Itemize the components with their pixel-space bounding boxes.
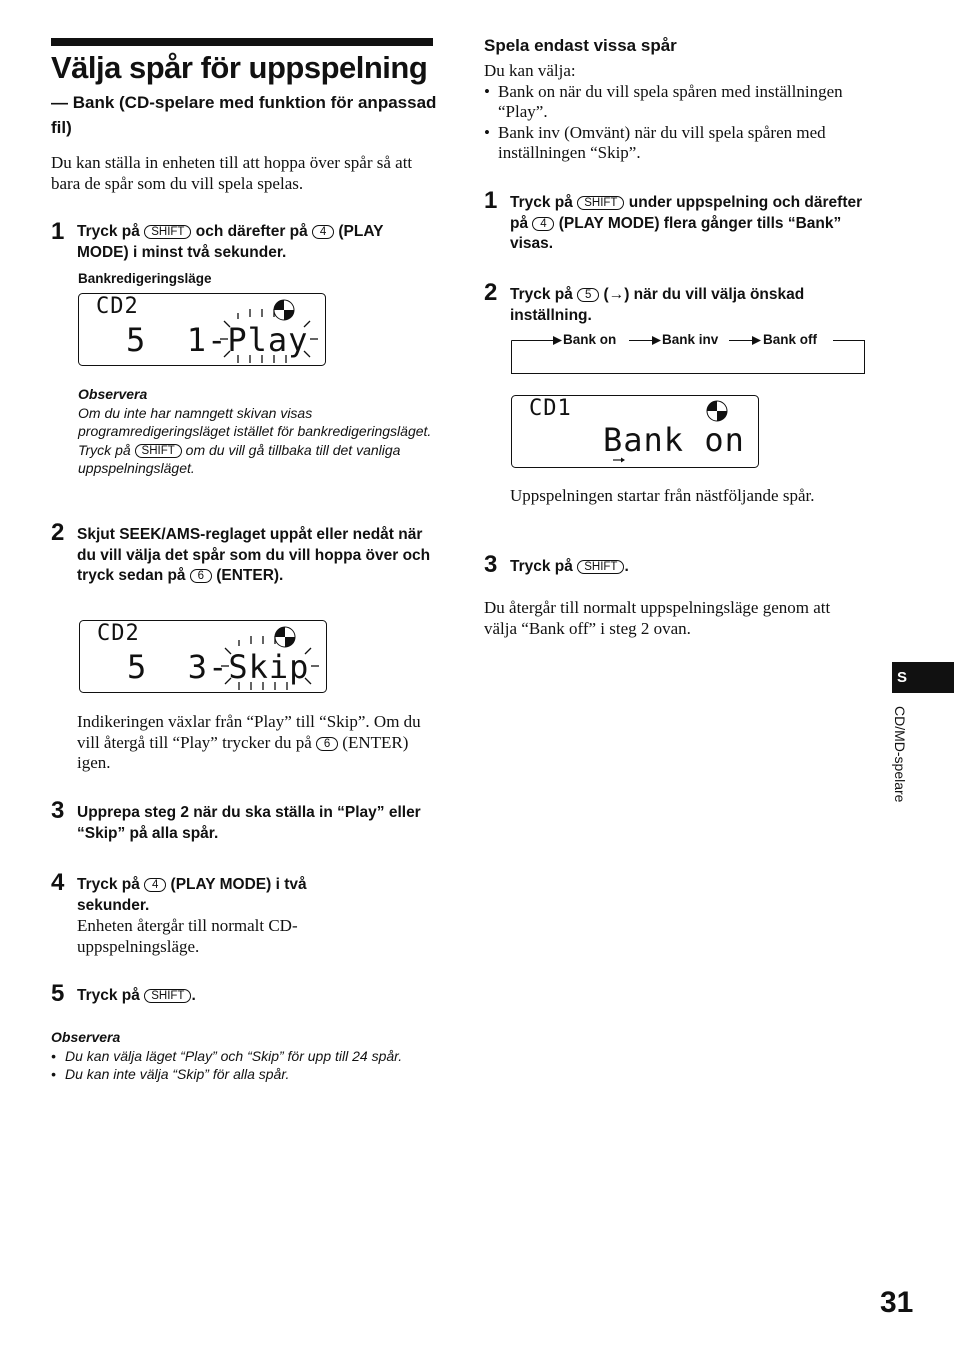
title-rule bbox=[51, 38, 433, 46]
step-number: 3 bbox=[51, 797, 65, 824]
note-1: Observera Om du inte har namngett skivan visas programredigeringsläget istället för bankredigeringsläget. Tryck på SHIFT om du vill gå tillbaka till det vanliga uppspelningsläget. bbox=[78, 385, 438, 478]
option-bullet: • Bank inv (Omvänt) när du vill spela spåren med inställningen “Skip”. bbox=[484, 123, 864, 164]
note-2 bbox=[51, 1028, 436, 1084]
shift-key-icon: SHIFT bbox=[144, 225, 191, 239]
shift-key-icon: SHIFT bbox=[577, 560, 624, 574]
lcd-disc-label: CD1 bbox=[529, 396, 572, 421]
key-6-icon: 6 bbox=[190, 569, 212, 583]
step-2-body: Indikeringen växlar från “Play” till “Skip”. Om du vill återgå till “Play” trycker du på 6 (ENTER) igen. bbox=[77, 712, 421, 772]
cycle-item: Bank inv bbox=[662, 332, 719, 347]
lcd-disc-label: CD2 bbox=[96, 294, 139, 319]
key-4-icon: 4 bbox=[312, 225, 334, 239]
shift-key-icon: SHIFT bbox=[144, 989, 191, 1003]
step-number: 5 bbox=[51, 980, 65, 1007]
step-5-text: Tryck på SHIFT . bbox=[77, 987, 196, 1004]
step-4-text: Tryck på 4 (PLAY MODE) i två sekunder. bbox=[77, 876, 307, 914]
closing-text: Du återgår till normalt uppspelningsläge genom att välja “Bank off” i steg 2 ovan. bbox=[484, 598, 831, 638]
step-number: 1 bbox=[484, 187, 498, 214]
right-lead: Du kan välja: • Bank on när du vill spela spåren med inställningen “Play”. • Bank inv (Omvänt) när du vill spela spåren med inställningen “Skip”. bbox=[484, 61, 864, 164]
step-number: 1 bbox=[51, 218, 65, 245]
display-caption: Bankredigeringsläge bbox=[78, 271, 212, 286]
lcd-display-bank-edit bbox=[78, 293, 327, 366]
key-5-icon: 5 bbox=[577, 288, 599, 302]
lcd-display-bank-on bbox=[511, 395, 760, 468]
step-4-body: Enheten återgår till normalt CD-uppspelningsläge. bbox=[77, 916, 298, 956]
shift-key-icon: SHIFT bbox=[577, 196, 624, 210]
note-item: • Du kan inte välja “Skip” för alla spår. bbox=[51, 1065, 436, 1084]
language-tab: S bbox=[892, 662, 954, 693]
step-number: 3 bbox=[484, 551, 498, 578]
lcd-display-skip bbox=[79, 620, 328, 693]
step-1-text: Tryck på SHIFT och därefter på 4 (PLAY MODE) i minst två sekunder. bbox=[77, 223, 384, 261]
key-6-icon: 6 bbox=[316, 737, 338, 751]
intro-text: Du kan ställa in enheten till att hoppa över spår så att bara de spår som du vill spela spelas. bbox=[51, 153, 413, 193]
right-step-2-text: Tryck på 5 (→) när du vill välja önskad inställning. bbox=[510, 286, 805, 324]
key-4-icon: 4 bbox=[144, 878, 166, 892]
note-heading: Observera bbox=[51, 1029, 121, 1045]
step-number: 2 bbox=[51, 519, 65, 546]
note-heading: Observera bbox=[78, 386, 148, 402]
key-4-icon: 4 bbox=[532, 217, 554, 231]
disc-icon bbox=[707, 401, 727, 421]
lcd-main-text: Bank on bbox=[603, 421, 745, 459]
lcd-main-text: 5 3-Skip bbox=[127, 648, 310, 686]
right-step-1-text: Tryck på SHIFT under uppspelning och därefter på 4 (PLAY MODE) flera gånger tills “Bank” visas. bbox=[510, 194, 863, 252]
bank-cycle-diagram bbox=[511, 330, 865, 374]
page-number: 31 bbox=[880, 1286, 914, 1319]
lcd-main-text: 5 1-Play bbox=[126, 321, 309, 359]
cycle-item: Bank on bbox=[563, 332, 617, 347]
disc-icon bbox=[275, 627, 295, 647]
section-heading: Spela endast vissa spår bbox=[484, 36, 677, 55]
page-title: Välja spår för uppspelning bbox=[51, 50, 428, 85]
right-step-2-body: Uppspelningen startar från nästföljande spår. bbox=[510, 486, 815, 505]
note-item: • Du kan välja läget “Play” och “Skip” för upp till 24 spår. bbox=[51, 1047, 436, 1066]
step-number: 2 bbox=[484, 279, 498, 306]
step-number: 4 bbox=[51, 869, 65, 896]
disc-icon bbox=[274, 300, 294, 320]
side-label: CD/MD-spelare bbox=[892, 706, 908, 803]
step-2-text: Skjut SEEK/AMS-reglaget uppåt eller nedåt när du vill välja det spår som du vill hoppa över och tryck sedan på 6 (ENTER). bbox=[77, 526, 431, 584]
cycle-item: Bank off bbox=[763, 332, 817, 347]
page-subtitle: — Bank (CD-spelare med funktion för anpassad fil) bbox=[51, 93, 437, 137]
right-step-3-text: Tryck på SHIFT . bbox=[510, 558, 629, 575]
option-bullet: • Bank on när du vill spela spåren med inställningen “Play”. bbox=[484, 82, 864, 123]
step-3-text: Upprepa steg 2 när du ska ställa in “Play” eller “Skip” på alla spår. bbox=[77, 804, 421, 842]
shift-key-icon: SHIFT bbox=[135, 444, 182, 458]
lcd-disc-label: CD2 bbox=[97, 621, 140, 646]
